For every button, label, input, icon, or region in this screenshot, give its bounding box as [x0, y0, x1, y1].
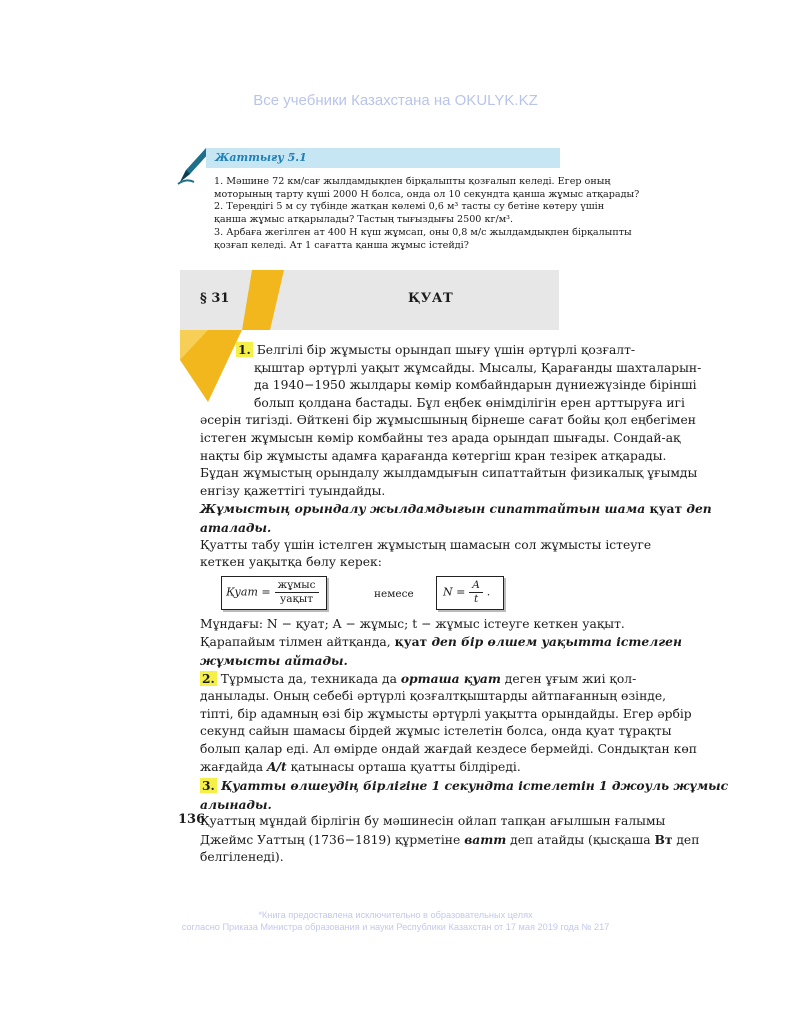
section-title: ҚУАТ [408, 291, 454, 306]
paragraph-marker-3: 3. [202, 778, 215, 794]
text-line: да 1940−1950 жылдары көмір комбайндарын дүниежүзінде бірінші [254, 378, 697, 393]
text-line: Қуаттың мұндай бірлігін бу мәшинесін ойлап тапқан ағылшын ғалымы [200, 814, 666, 829]
definition-text: деп [682, 501, 712, 517]
section-number: § 31 [200, 291, 230, 306]
text-line: болып қолдана бастады. Бұл еңбек өнімділігін ерен арттыруға игі [254, 395, 685, 410]
emphasis-term: қуат [394, 634, 428, 650]
exercise-line: моторының тарту күші 2000 Н болса, онда ол 10 секундта қанша жұмыс атқарады? [214, 188, 640, 200]
exercise-line: қозғап келеді. Ат 1 сағатта қанша жұмыс істейді? [214, 239, 469, 251]
text-line: болып қалар еді. Ал өмірде ондай жағдай кездесе бермейді. Сондықтан көп [200, 741, 697, 756]
text-line: Мұндағы: N − қуат; A − жұмыс; t − жұмыс істеуге кеткен уақыт. [200, 616, 625, 631]
formula-numerator: A [469, 579, 483, 593]
text-line: секунд сайын шамасы бірдей жұмыс істелетін болса, онда қуат тұрақты [200, 724, 672, 739]
text-line: данылады. Оның себебі әртүрлі қозғалтқыштарды айтпағанның өзінде, [200, 689, 667, 704]
text-line: тіпті, бір адамның өзі бір жұмысты әртүрлі уақытта орындайды. Егер әрбір [200, 706, 692, 721]
text-line: Қуатты табу үшін істелген жұмыстың шамасын сол жұмысты істеуге [200, 537, 652, 552]
text-line: деп [672, 832, 700, 847]
text-line: Тұрмыста да, техникада да [216, 671, 401, 686]
text-line: жағдайда [200, 760, 267, 775]
paragraph-marker-2: 2. [202, 670, 215, 686]
exercise-line: 2. Тереңдігі 5 м су түбінде жатқан көлемі 0,6 м³ тасты су бетіне көтеру үшін [214, 201, 605, 213]
footer-line: *Книга предоставлена исключительно в образовательных целях [258, 910, 533, 920]
emphasis-term: Вт [654, 831, 673, 847]
formula-numerator: жұмыс [275, 579, 319, 593]
exercise-line: 1. Мәшине 72 км/сағ жылдамдықпен бірқалыпты қозғалып келеді. Егер оның [214, 176, 611, 187]
footer-notice [0, 909, 791, 933]
body-text [200, 341, 729, 867]
formula-fraction [469, 579, 483, 606]
formula-box-words [221, 576, 327, 610]
paragraph-marker-1: 1. [238, 342, 251, 357]
text-line: деген ұғым жиі қол- [500, 671, 637, 686]
emphasis-term: ватт [464, 831, 507, 847]
text-line: Қарапайым тілмен айтқанда, [200, 635, 395, 650]
text-line: Джеймс Уаттың (1736−1819) құрметіне [200, 832, 465, 847]
emphasis-text: жұмысты айтады. [200, 652, 348, 668]
formula-right-label: N = [443, 585, 466, 599]
formula-left-label: Қуат = [226, 585, 271, 599]
text-line: әсерін тигізді. Өйткені бір жұмысшының бірнеше сағат бойы қол еңбегімен [200, 413, 696, 428]
text-line: қатынасы орташа қуатты білдіреді. [286, 760, 521, 775]
emphasis-term: A/t [267, 759, 287, 775]
definition-term: қуат [645, 501, 683, 517]
text-line: нақты бір жұмысты адамға қарағанда көтергіш кран тезірек атқарады. [200, 448, 667, 463]
exercise-line: қанша жұмыс атқарылады? Тастың тығыздығы 2500 кг/м³. [214, 214, 514, 226]
text-line: белгіленеді). [200, 850, 284, 865]
exercise-title: Жаттығу 5.1 [215, 151, 307, 164]
emphasis-text: Қуатты өлшеудің бірлігіне 1 секундта істелетін 1 джоуль жұмыс [216, 778, 729, 794]
footer-line: согласно Приказа Министра образования и науки Республики Казахстан от 17 мая 2019 года № 217 [181, 922, 610, 932]
page-number: 136 [178, 812, 206, 827]
formula-row [200, 572, 662, 616]
text-line: енгізу қажеттігі туындайды. [200, 483, 386, 498]
formula-box-symbols [436, 576, 504, 610]
text-line: Бұдан жұмыстың орындалу жылдамдығын сипаттайтын физикалық ұғымды [200, 466, 698, 481]
definition-text: Жұмыстың орындалу жылдамдығын сипаттайтын шама [200, 501, 646, 517]
watermark-text: Все учебники Казахстана на OKULYK.KZ [253, 92, 538, 109]
exercise-line: 3. Арбаға жегілген ат 400 Н күш жұмсап, оны 0,8 м/с жылдамдықпен бірқалыпты [214, 226, 632, 238]
text-line: Белгілі бір жұмысты орындап шығу үшін әртүрлі қозғалт- [256, 343, 636, 357]
exercise-text [214, 176, 640, 252]
text-line: істеген жұмысын көмір комбайны тез арада орындап шығады. Сондай-ақ [200, 430, 681, 445]
text-line: кеткен уақытқа бөлу керек: [200, 555, 382, 570]
emphasis-text: деп бір өлшем уақытта істелген [427, 634, 682, 650]
formula-denominator: t [473, 592, 479, 605]
emphasis-term: орташа қуат [400, 670, 501, 686]
formula-fraction [275, 579, 319, 606]
text-line: деп атайды (қысқаша [506, 832, 655, 847]
formula-denominator: уақыт [280, 592, 314, 605]
definition-text: аталады. [200, 519, 272, 535]
formula-or: немесе [374, 587, 414, 600]
formula-dot: . [486, 585, 491, 599]
emphasis-text: алынады. [200, 796, 272, 812]
text-line: қыштар әртүрлі уақыт жұмсайды. Мысалы, Қарағанды шахталарын- [254, 360, 702, 375]
